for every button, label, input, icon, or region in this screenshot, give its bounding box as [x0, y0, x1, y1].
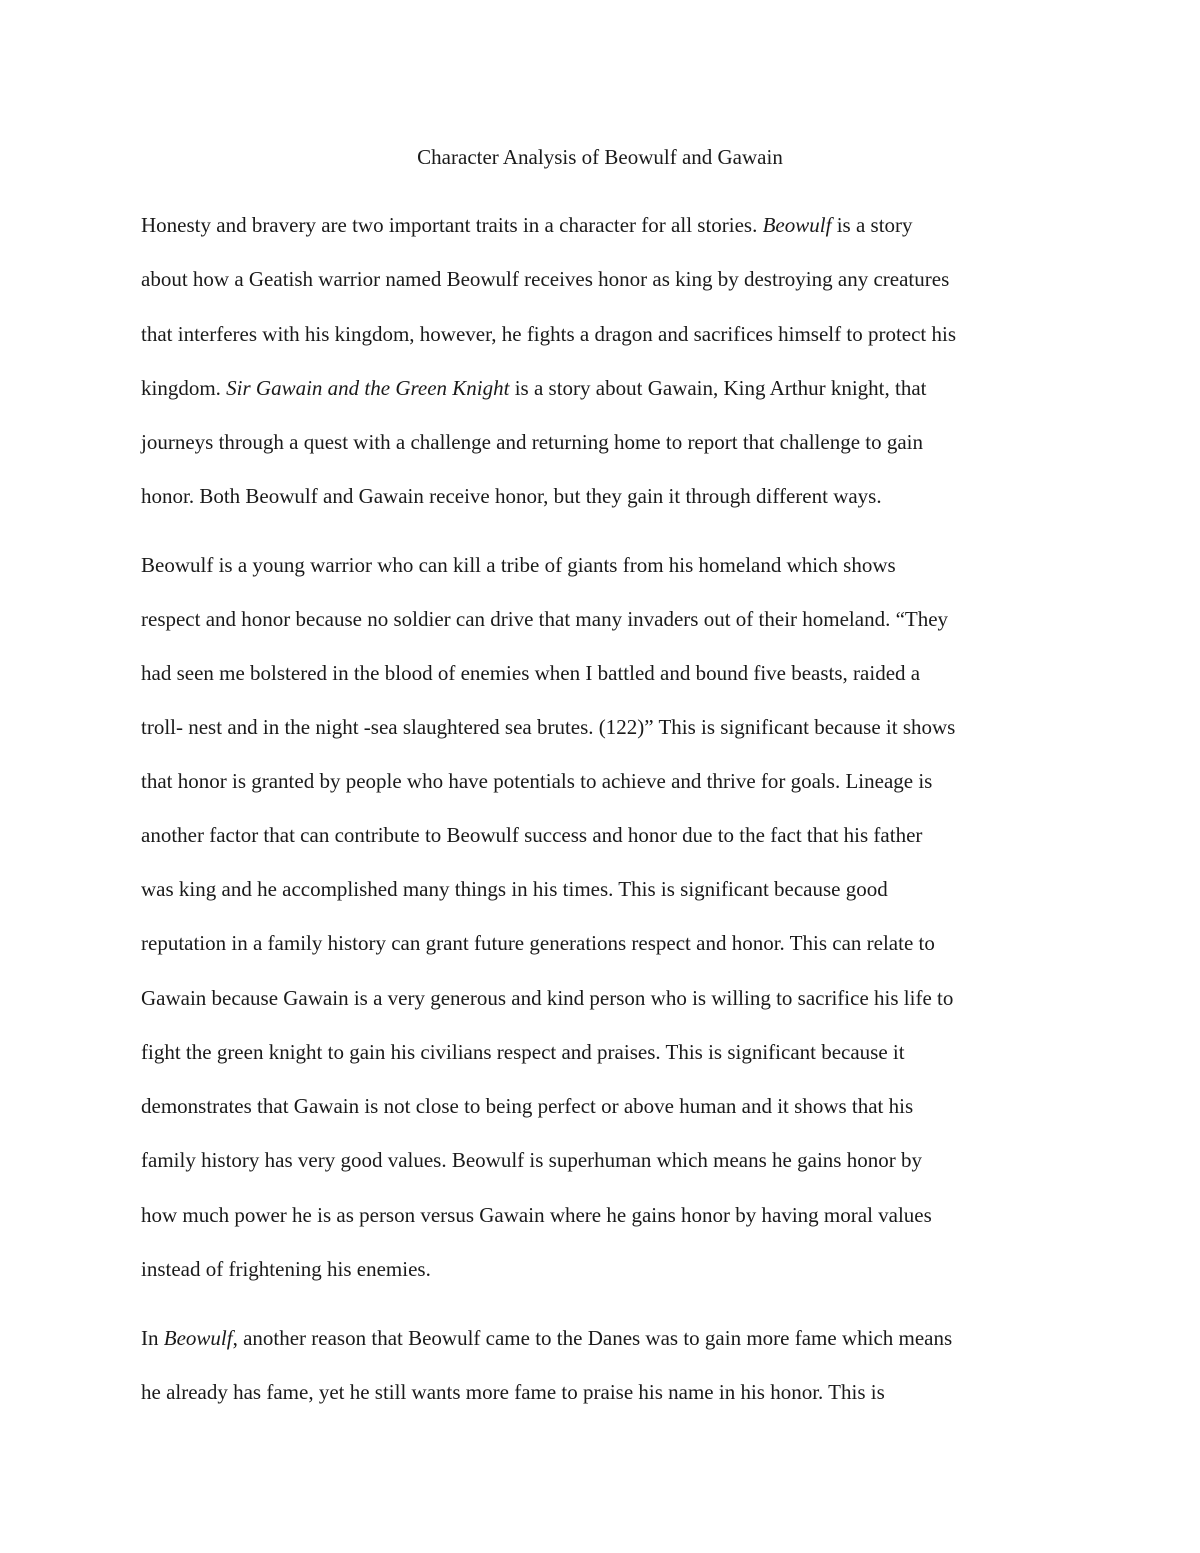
text-line: had seen me bolstered in the blood of enemies when I battled and bound five beasts, raided a	[141, 661, 921, 685]
text-line: another factor that can contribute to Beowulf success and honor due to the fact that his father	[141, 823, 923, 847]
text-line: fight the green knight to gain his civilians respect and praises. This is significant because it	[141, 1040, 905, 1064]
text-line: journeys through a quest with a challenge and returning home to report that challenge to gain	[141, 430, 924, 454]
text-line: respect and honor because no soldier can drive that many invaders out of their homeland. “They	[141, 607, 949, 631]
text-line: instead of frightening his enemies.	[141, 1257, 431, 1281]
text-line: Gawain because Gawain is a very generous and kind person who is willing to sacrifice his life to	[141, 986, 954, 1010]
text-line: that honor is granted by people who have potentials to achieve and thrive for goals. Lineage is	[141, 769, 933, 793]
document-title: Character Analysis of Beowulf and Gawain	[417, 145, 783, 169]
text-line: about how a Geatish warrior named Beowulf receives honor as king by destroying any creatures	[141, 267, 950, 291]
text-line: In Beowulf, another reason that Beowulf came to the Danes was to gain more fame which means	[141, 1326, 953, 1350]
text-line: Beowulf is a young warrior who can kill a tribe of giants from his homeland which shows	[141, 553, 896, 577]
text-line: reputation in a family history can grant future generations respect and honor. This can relate to	[141, 931, 935, 955]
text-line: kingdom. Sir Gawain and the Green Knight is a story about Gawain, King Arthur knight, that	[141, 376, 927, 400]
text-line: family history has very good values. Beowulf is superhuman which means he gains honor by	[141, 1148, 922, 1172]
text-line: how much power he is as person versus Gawain where he gains honor by having moral values	[141, 1203, 932, 1227]
text-line: that interferes with his kingdom, however, he fights a dragon and sacrifices himself to protect his	[141, 322, 957, 346]
text-line: was king and he accomplished many things in his times. This is significant because good	[141, 877, 888, 901]
text-line: troll- nest and in the night -sea slaughtered sea brutes. (122)” This is significant because it shows	[141, 715, 956, 739]
text-line: he already has fame, yet he still wants more fame to praise his name in his honor. This is	[141, 1380, 885, 1404]
text-line: demonstrates that Gawain is not close to being perfect or above human and it shows that his	[141, 1094, 914, 1118]
text-line: honor. Both Beowulf and Gawain receive honor, but they gain it through different ways.	[141, 484, 882, 508]
text-line: Honesty and bravery are two important traits in a character for all stories. Beowulf is a story	[141, 213, 913, 237]
